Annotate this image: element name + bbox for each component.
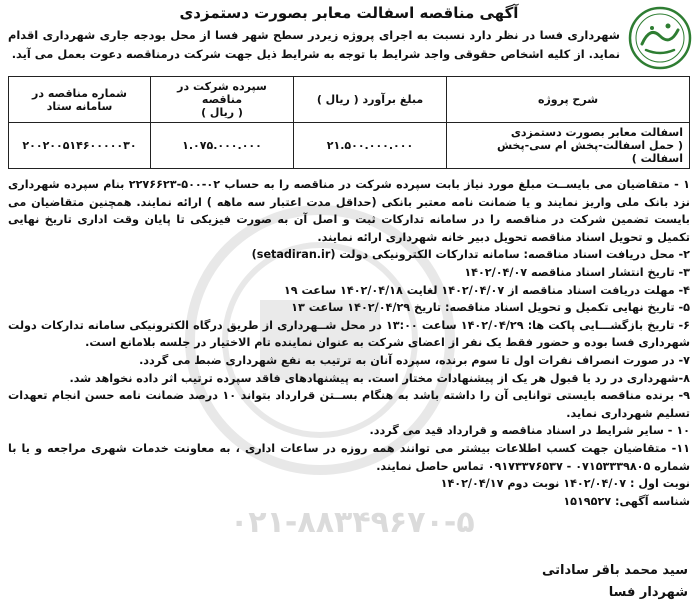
clause-11: ۱۱- متقاضیان جهت کسب اطلاعات بیشتر می توانند همه روزه در ساعات اداری ، به معاونت خدمات شهری مراجعه و یا با شماره ۰۷۱۵۳۳۳۹۸۰۵ - ۰۹۱۷۳۳۷۶۵۳۷ تماس حاصل نمایند.: [8, 441, 690, 473]
signer-name: سید محمد باقر ساداتی: [541, 563, 688, 578]
cell-tender-number: [9, 123, 151, 169]
clause-1: ۱ - متقاضیان می بایســت مبلغ مورد نیاز بابت سپرده شرکت در مناقصه را به حساب ۰۲-۵۰۰-۲۲۷۶۶۲۳ بنام سپرده شهرداری نزد بانک ملی واریز نمایند و یا ضمانت نامه معتبر بانکی (حداقل مدت اعتبار سه ماهه ) ارائه نمایند. همچنین متقاضیان می بایست تضمین شرکت در مناقصه را در سامانه تدارکات ثبت و اصل آن به صورت فیزیکی تا پایان وقت اداری تاریخ نهایی تکمیل و تحویل اسناد مناقصه تحویل دبیر خانه شهرداری ارائه نمایند.: [8, 178, 690, 244]
notice-intro: شهرداری فسا در نظر دارد نسبت به اجرای پروژه زیردر سطح شهر فسا از محل بودجه جاری شهرداری اقدام نماید. از کلیه اشخاص حقوقی واجد شرایط با توجه به شرایط ذیل جهت شرکت درمناقصه دعوت بعمل می آید.: [8, 28, 620, 61]
cell-deposit: [151, 123, 294, 169]
publication-dates: نوبت اول : ۱۴۰۲/۰۴/۰۷ نوبت دوم ۱۴۰۲/۰۴/۱۷: [440, 477, 690, 491]
estimate-value: ۲۱.۵۰۰.۰۰۰.۰۰۰: [326, 139, 414, 152]
notice-header: [0, 0, 698, 75]
table-row: [9, 123, 690, 169]
cell-project: [447, 123, 690, 169]
clause-5: ۵- تاریخ نهایی تکمیل و تحویل اسناد مناقصه: تاریخ ۱۴۰۲/۰۴/۲۹ ساعت ۱۳: [291, 301, 690, 315]
cell-estimate: [294, 123, 447, 169]
project-line2: ( حمل اسفالت-پخش ام سی-پخش اسفالت ): [496, 139, 683, 165]
signature-block: [8, 560, 688, 604]
tender-table: [8, 76, 690, 169]
clause-9: ۹- برنده مناقصه بایستی توانایی آن را داشته باشد به هنگام بســتن قرارداد بتواند ۱۰ درصد ضمانت نامه حسن انجام تعهدات تسلیم شهرداری نماید.: [8, 389, 690, 420]
notice-clauses: [8, 176, 690, 510]
notice-title: آگهی مناقصه اسفالت معابر بصورت دستمزدی: [179, 4, 519, 22]
project-line1: اسفالت معابر بصورت دستمزدی: [510, 126, 683, 139]
watermark-phone: ۰۲۱-۸۸۳۴۹۶۷۰-۵: [230, 505, 475, 540]
header-deposit-line2: ( ریال ): [201, 106, 243, 119]
header-deposit-line1: سپرده شرکت در مناقصه: [177, 80, 267, 106]
clause-4: ۴- مهلت دریافت اسناد مناقصه از ۱۴۰۲/۰۴/۰۷ لغایت ۱۴۰۲/۰۴/۱۸ ساعت ۱۹: [283, 283, 690, 297]
header-project-desc: شرح پروژه: [447, 77, 690, 123]
clause-3: ۳- تاریخ انتشار اسناد مناقصه ۱۴۰۲/۰۴/۰۷: [464, 265, 690, 279]
clause-8: ۸-شهرداری در رد یا قبول هر یک از پیشنهادات مختار است. به پیشنهادهای فاقد سپرده ترتیب اثر داده نخواهد شد.: [69, 371, 690, 385]
header-tender-number: شماره مناقصه در سامانه ستاد: [9, 77, 151, 123]
header-deposit: [151, 77, 294, 123]
clause-10: ۱۰ - سایر شرایط در اسناد مناقصه و قرارداد قید می گردد.: [369, 424, 690, 438]
clause-6: ۶- تاریخ بازگشـــایی پاکت ها: ۱۴۰۲/۰۴/۲۹ ساعت ۱۳:۰۰ در محل شــهرداری از طریق درگاه الکترونیکی سامانه تدارکات دولت شهرداری فسا بوده و حضور فقط یک نفر از اعضای شرکت به عنوان نماینده تام الاختیار در جلسه بلامانع است.: [8, 318, 690, 350]
signer-role: شهردار فسا: [608, 585, 688, 600]
clause-7: ۷- در صورت انصراف نفرات اول تا سوم برنده، سپرده آنان به ترتیب به نفع شهرداری ضبط می گردد.: [139, 353, 690, 367]
table-header-row: [9, 77, 690, 123]
deposit-value: ۱.۰۷۵.۰۰۰.۰۰۰: [182, 139, 262, 152]
notice-id: شناسه آگهی: ۱۵۱۹۵۲۷: [563, 494, 690, 508]
tender-number-value: ۲۰۰۲۰۰۵۱۴۶۰۰۰۰۰۳۰: [22, 139, 137, 152]
clause-2: ۲- محل دریافت اسناد مناقصه: سامانه تدارکات الکترونیکی دولت (setadiran.ir): [251, 248, 690, 262]
header-estimate: مبلغ برآورد ( ریال ): [294, 77, 447, 123]
